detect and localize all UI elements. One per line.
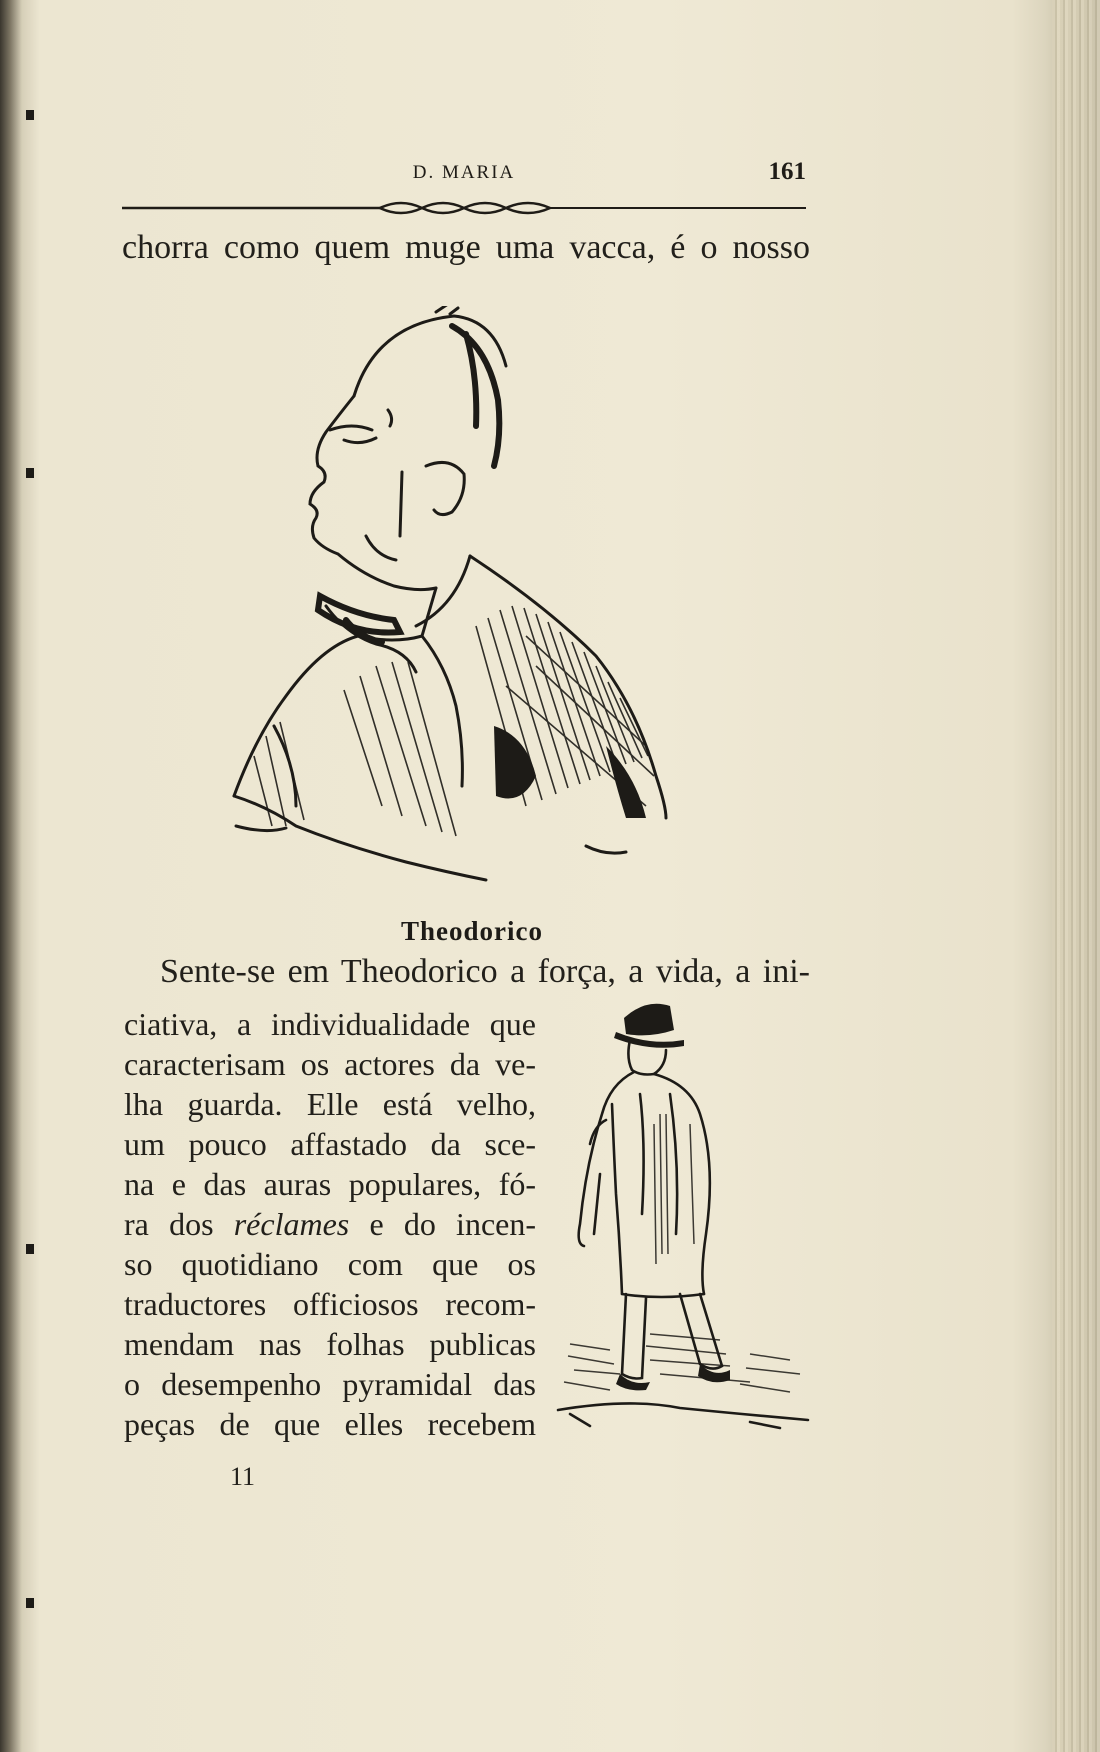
body-text-line: peças de que elles recebem (124, 1406, 536, 1442)
body-text-line: Sente-se em Theodorico a força, a vida, a ini- (160, 953, 810, 990)
body-text-line: um pouco affastado da sce- (124, 1126, 536, 1162)
body-text-line: caracterisam os actores da ve- (124, 1046, 536, 1082)
page-edge-stack (1052, 0, 1100, 1752)
header-rule-ornament (122, 196, 806, 220)
binding-mark (26, 1244, 34, 1254)
page-number: 161 (768, 158, 806, 185)
body-text-line: mendam nas folhas publicas (124, 1326, 536, 1362)
text-run: e do incen- (369, 1206, 536, 1242)
illustration-caption: Theodorico (401, 916, 543, 946)
bald-man-portrait-illustration (226, 306, 726, 906)
walking-man-top-hat-illustration (550, 994, 816, 1442)
running-title: D. MARIA (412, 162, 516, 183)
body-text-line: traductores officiosos recom- (124, 1286, 536, 1322)
binding-mark (26, 110, 34, 120)
binding-mark (26, 1598, 34, 1608)
body-text-line (124, 1204, 536, 1244)
body-text-line: ciativa, a individualidade que (124, 1006, 536, 1042)
binding-mark (26, 468, 34, 478)
signature-mark: 11 (230, 1462, 256, 1491)
body-text-line: lha guarda. Elle está velho, (124, 1086, 536, 1122)
body-text-line: na e das auras populares, fó- (124, 1166, 536, 1202)
body-text-line: o desempenho pyramidal das (124, 1366, 536, 1402)
body-text-line: so quotidiano com que os (124, 1246, 536, 1282)
text-run: ra dos (124, 1206, 214, 1242)
body-text-line: chorra como quem muge uma vacca, é o nosso (122, 229, 810, 266)
running-head (122, 158, 806, 188)
italic-word: réclames (233, 1206, 350, 1242)
